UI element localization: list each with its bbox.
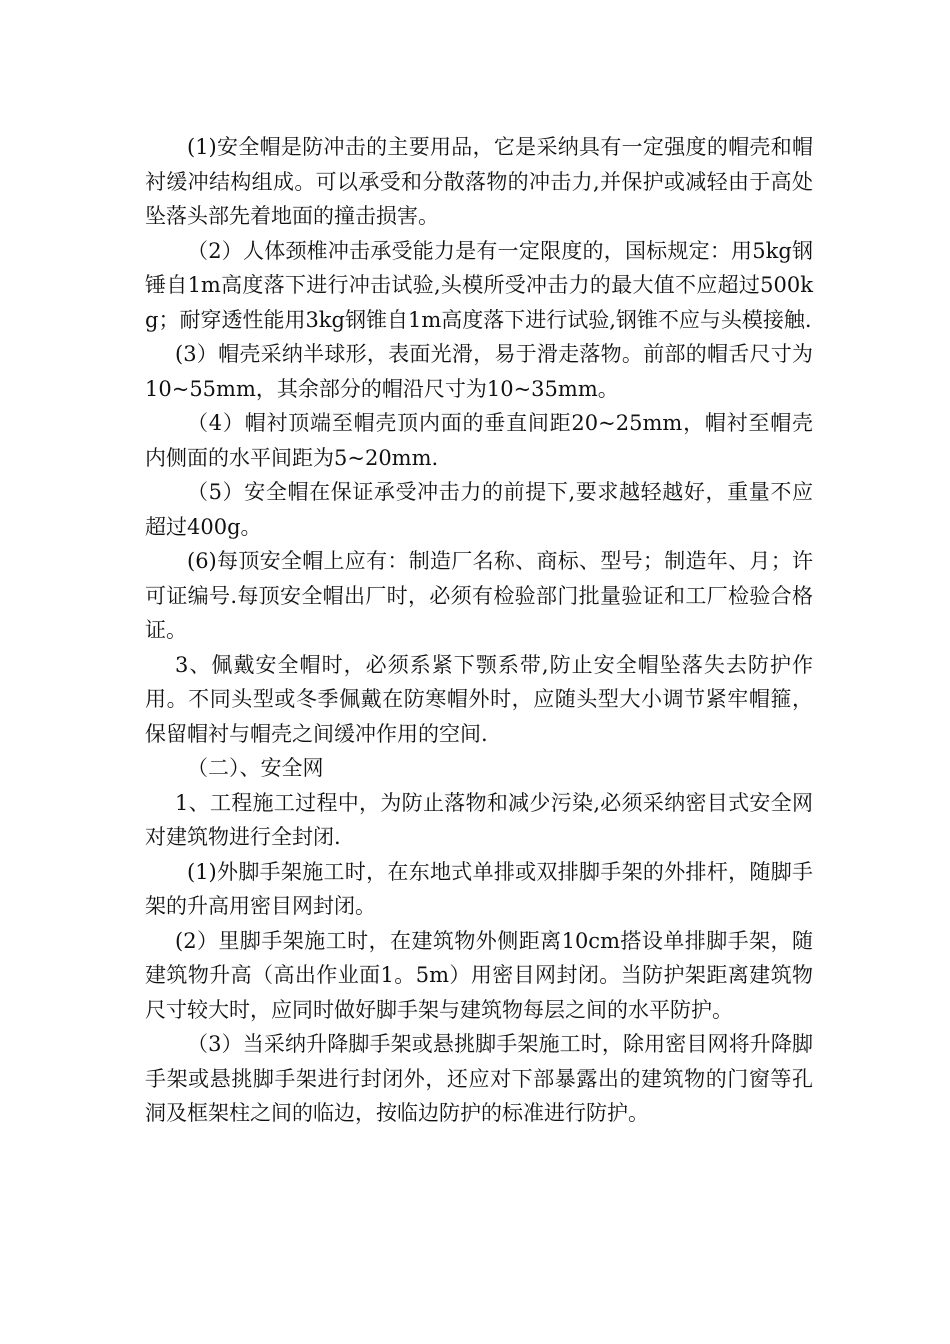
paragraph-helmet-3: (3）帽壳采纳半球形，表面光滑，易于滑走落物。前部的帽舌尺寸为10~55mm，其余部分的帽沿尺寸为10~35mm。 xyxy=(145,342,813,401)
paragraph-net-1: 1、工程施工过程中，为防止落物和减少污染,必须采纳密目式安全网对建筑物进行全封闭. xyxy=(145,790,813,849)
paragraph-net-1-2: (2）里脚手架施工时，在建筑物外侧距离10cm搭设单排脚手架，随建筑物升高（高出作业面1。5m）用密目网封闭。当防护架距离建筑物尺寸较大时，应同时做好脚手架与建筑物每层之间的水平防护。 xyxy=(145,928,813,1022)
document-body xyxy=(145,130,813,1131)
paragraph-net-1-3: （3）当采纳升降脚手架或悬挑脚手架施工时，除用密目网将升降脚手架或悬挑脚手架进行封闭外，还应对下部暴露出的建筑物的门窗等孔洞及框架柱之间的临边，按临边防护的标准进行防护。 xyxy=(145,1032,813,1125)
paragraph-helmet-4: （4）帽衬顶端至帽壳顶内面的垂直间距20~25mm，帽衬至帽壳内侧面的水平间距为5~20mm. xyxy=(145,411,813,470)
paragraph-helmet-5: （5）安全帽在保证承受冲击力的前提下,要求越轻越好，重量不应超过400g。 xyxy=(145,480,813,539)
paragraph-helmet-1: (1)安全帽是防冲击的主要用品，它是采纳具有一定强度的帽壳和帽衬缓冲结构组成。可以承受和分散落物的冲击力,并保护或减轻由于高处坠落头部先着地面的撞击损害。 xyxy=(145,135,813,228)
paragraph-helmet-2: （2）人体颈椎冲击承受能力是有一定限度的，国标规定：用5kg钢锤自1m高度落下进行冲击试验,头模所受冲击力的最大值不应超过500kg；耐穿透性能用3kg钢锥自1m高度落下进行试验,钢锥不应与头模接触. xyxy=(145,238,813,332)
paragraph-helmet-6: (6)每顶安全帽上应有：制造厂名称、商标、型号；制造年、月；许可证编号.每顶安全帽出厂时，必须有检验部门批量验证和工厂检验合格证。 xyxy=(145,549,813,642)
paragraph-net-1-1: (1)外脚手架施工时，在东地式单排或双排脚手架的外排杆，随脚手架的升高用密目网封闭。 xyxy=(145,859,813,918)
section-heading-safety-net: （二）、安全网 xyxy=(187,756,324,780)
paragraph-helmet-wearing: 3、佩戴安全帽时，必须系紧下颚系带,防止安全帽坠落失去防护作用。不同头型或冬季佩戴在防寒帽外时，应随头型大小调节紧牢帽箍，保留帽衬与帽壳之间缓冲作用的空间. xyxy=(145,652,813,746)
